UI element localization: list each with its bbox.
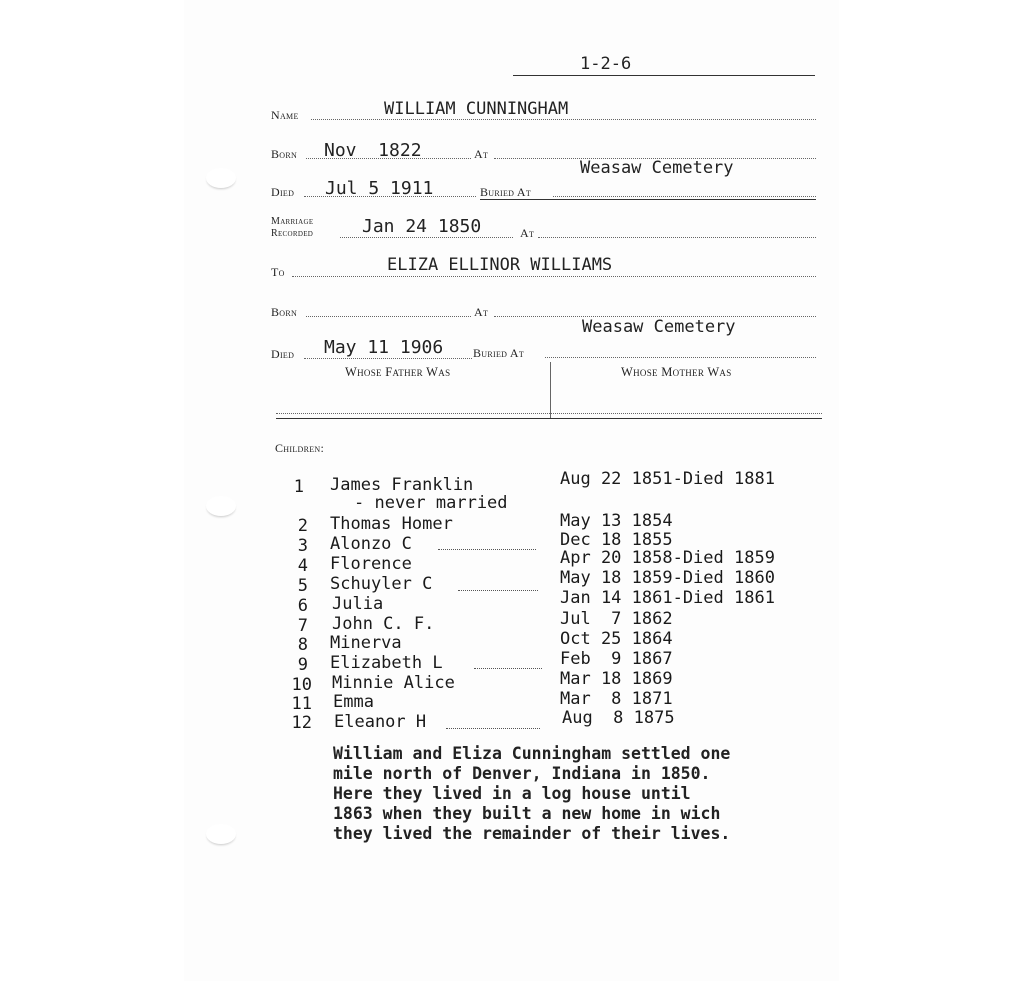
child-name: Eleanor H	[334, 712, 427, 732]
wife-born-label: Born	[271, 305, 298, 319]
child-note: - never married	[354, 493, 508, 513]
child-date: Jan 14 1861-Died 1861	[560, 588, 775, 608]
child-name-leader	[446, 728, 540, 729]
child-name-leader	[438, 549, 536, 550]
marriage-label-2: Recorded	[271, 228, 314, 239]
card-number-line	[513, 75, 815, 76]
binder-hole	[206, 496, 236, 516]
buried-line	[553, 196, 816, 197]
to-line	[292, 276, 816, 277]
binder-hole	[206, 168, 236, 188]
child-name: Minnie Alice	[332, 673, 455, 693]
child-date: Aug 22 1851-Died 1881	[560, 469, 775, 489]
child-date: Apr 20 1858-Died 1859	[560, 548, 775, 568]
child-number: 10	[291, 675, 312, 695]
name-line	[311, 119, 816, 120]
marriage-at-label: At	[520, 226, 535, 240]
child-name: James Franklin	[330, 475, 474, 495]
child-number: 2	[297, 516, 308, 536]
child-number: 7	[297, 616, 308, 636]
marriage-line	[340, 237, 513, 238]
marriage-recorded: Jan 24 1850	[362, 216, 482, 237]
born-label: Born	[271, 147, 298, 161]
wife-born-at-label: At	[474, 305, 489, 319]
child-number: 4	[297, 556, 308, 576]
parents-underline	[276, 418, 822, 419]
wife-buried-label: Buried At	[473, 346, 525, 360]
parents-divider	[550, 362, 551, 418]
wife-died-line	[304, 358, 472, 359]
wife-died: May 11 1906	[324, 337, 444, 358]
child-number: 11	[291, 694, 312, 714]
child-name: Emma	[333, 692, 374, 712]
child-date: Mar 18 1869	[560, 669, 673, 689]
child-date: May 13 1854	[560, 511, 673, 531]
child-date: Jul 7 1862	[560, 609, 673, 629]
child-name: Florence	[330, 554, 412, 574]
father-label: Whose Father Was	[345, 365, 451, 379]
child-date: Oct 25 1864	[560, 629, 673, 649]
child-number: 6	[297, 596, 308, 616]
family-notes: William and Eliza Cunningham settled one mile north of Denver, Indiana in 1850. Here they lived in a log house until 1863 when they built a new home in wich they lived the remainder of their lives.	[333, 744, 731, 843]
child-number: 5	[297, 576, 308, 596]
born-at-label: At	[474, 147, 489, 161]
child-date: Aug 8 1875	[562, 708, 675, 728]
card-number: 1-2-6	[580, 54, 632, 74]
died-label: Died	[271, 185, 295, 199]
children-label: Children:	[275, 441, 325, 455]
husband-died: Jul 5 1911	[325, 178, 434, 199]
marriage-label-1: Marriage	[271, 216, 314, 227]
child-name-leader	[458, 590, 538, 591]
wife-buried-line	[545, 357, 816, 358]
wife-name: ELIZA ELLINOR WILLIAMS	[387, 255, 613, 275]
wife-buried-at: Weasaw Cemetery	[582, 317, 736, 337]
child-number: 3	[297, 536, 308, 556]
child-date: Mar 8 1871	[560, 689, 673, 709]
child-name: Thomas Homer	[330, 514, 453, 534]
mother-label: Whose Mother Was	[621, 365, 732, 379]
buried-underline	[480, 199, 816, 200]
child-number: 1	[293, 477, 304, 497]
child-date: Dec 18 1855	[560, 530, 673, 550]
child-number: 9	[297, 655, 308, 675]
child-date: May 18 1859-Died 1860	[560, 568, 775, 588]
wife-born-line	[306, 316, 471, 317]
name-label: Name	[271, 108, 299, 122]
husband-name: WILLIAM CUNNINGHAM	[384, 99, 569, 119]
child-name: Schuyler C	[330, 574, 433, 594]
wife-died-label: Died	[271, 347, 295, 361]
child-name: Alonzo C	[330, 534, 412, 554]
child-number: 8	[297, 635, 308, 655]
child-name: Julia	[332, 594, 384, 614]
to-label: To	[271, 265, 285, 279]
marriage-at-line	[538, 237, 816, 238]
child-name: Elizabeth L	[330, 653, 443, 673]
child-name-leader	[474, 668, 542, 669]
binder-hole	[206, 824, 236, 844]
child-name: Minerva	[330, 633, 402, 653]
buried-label: Buried At	[480, 185, 532, 199]
child-date: Feb 9 1867	[560, 649, 673, 669]
child-name: John C. F.	[332, 614, 435, 634]
parents-dotted-line	[276, 413, 822, 414]
husband-born: Nov 1822	[324, 140, 422, 161]
child-number: 12	[291, 713, 312, 733]
husband-buried-at: Weasaw Cemetery	[580, 158, 734, 178]
